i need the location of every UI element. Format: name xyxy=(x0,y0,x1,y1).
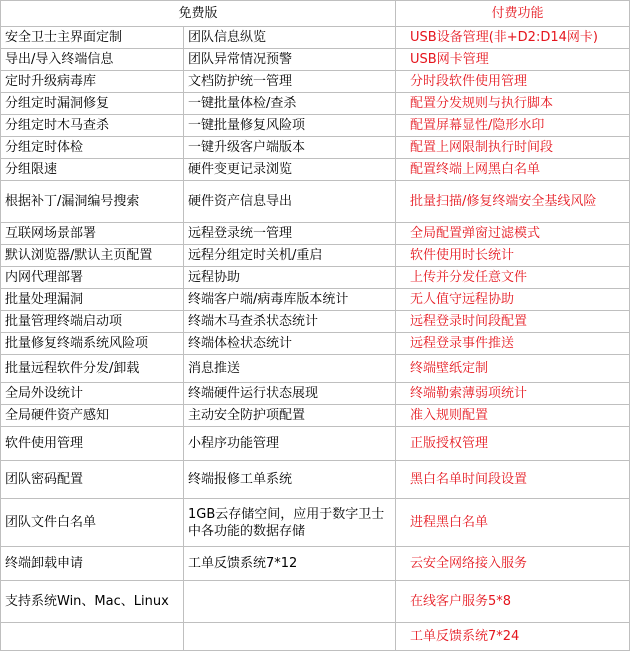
table-row xyxy=(1,267,630,289)
free-feature-cell: 团队文件白名单 xyxy=(1,499,184,547)
free-feature-cell: 全局硬件资产感知 xyxy=(1,405,184,427)
table-row xyxy=(1,427,630,461)
paid-feature-cell: 配置上网限制执行时间段 xyxy=(396,137,630,159)
paid-feature-cell: 工单反馈系统7*24 xyxy=(396,623,630,651)
table-row xyxy=(1,115,630,137)
paid-feature-cell: 配置分发规则与执行脚本 xyxy=(396,93,630,115)
free-feature-cell: 全局外设统计 xyxy=(1,383,184,405)
free-feature-cell: 软件使用管理 xyxy=(1,427,184,461)
free-feature-cell: 文档防护统一管理 xyxy=(184,71,396,93)
paid-feature-cell: 软件使用时长统计 xyxy=(396,245,630,267)
paid-feature-cell: 终端勒索薄弱项统计 xyxy=(396,383,630,405)
free-feature-cell: 一键批量体检/查杀 xyxy=(184,93,396,115)
free-feature-cell: 终端木马查杀状态统计 xyxy=(184,311,396,333)
free-feature-cell: 分组限速 xyxy=(1,159,184,181)
free-feature-cell: 远程分组定时关机/重启 xyxy=(184,245,396,267)
free-feature-cell: 团队信息纵览 xyxy=(184,27,396,49)
table-row xyxy=(1,93,630,115)
table-row xyxy=(1,581,630,623)
free-version-header: 免费版 xyxy=(1,1,396,27)
free-feature-cell: 主动安全防护项配置 xyxy=(184,405,396,427)
paid-feature-cell: 批量扫描/修复终端安全基线风险 xyxy=(396,181,630,223)
table-row xyxy=(1,289,630,311)
free-feature-cell: 远程协助 xyxy=(184,267,396,289)
table-row xyxy=(1,333,630,355)
free-feature-cell: 批量修复终端系统风险项 xyxy=(1,333,184,355)
free-feature-cell xyxy=(184,623,396,651)
table-row xyxy=(1,49,630,71)
paid-feature-cell: 配置终端上网黑白名单 xyxy=(396,159,630,181)
table-header-row xyxy=(1,1,630,27)
free-feature-cell: 一键批量修复风险项 xyxy=(184,115,396,137)
table-row xyxy=(1,27,630,49)
free-feature-cell: 终端卸载申请 xyxy=(1,547,184,581)
paid-features-header: 付费功能 xyxy=(396,1,630,27)
paid-feature-cell: 黑白名单时间段设置 xyxy=(396,461,630,499)
free-feature-cell: 内网代理部署 xyxy=(1,267,184,289)
free-feature-cell: 导出/导入终端信息 xyxy=(1,49,184,71)
free-feature-cell xyxy=(184,581,396,623)
free-feature-cell: 分组定时木马查杀 xyxy=(1,115,184,137)
paid-feature-cell: 上传并分发任意文件 xyxy=(396,267,630,289)
paid-feature-cell: USB设备管理(非+D2:D14网卡) xyxy=(396,27,630,49)
paid-feature-cell: 远程登录事件推送 xyxy=(396,333,630,355)
free-feature-cell: 工单反馈系统7*12 xyxy=(184,547,396,581)
paid-feature-cell: USB网卡管理 xyxy=(396,49,630,71)
free-feature-cell: 安全卫士主界面定制 xyxy=(1,27,184,49)
free-feature-cell: 根据补丁/漏洞编号搜索 xyxy=(1,181,184,223)
paid-feature-cell: 无人值守远程协助 xyxy=(396,289,630,311)
paid-feature-cell: 正版授权管理 xyxy=(396,427,630,461)
paid-feature-cell: 进程黑白名单 xyxy=(396,499,630,547)
table-row xyxy=(1,623,630,651)
table-row xyxy=(1,137,630,159)
free-feature-cell: 分组定时体检 xyxy=(1,137,184,159)
paid-feature-cell: 在线客户服务5*8 xyxy=(396,581,630,623)
paid-feature-cell: 云安全网络接入服务 xyxy=(396,547,630,581)
free-feature-cell xyxy=(1,623,184,651)
table-row xyxy=(1,405,630,427)
paid-feature-cell: 远程登录时间段配置 xyxy=(396,311,630,333)
free-feature-cell: 支持系统Win、Mac、Linux xyxy=(1,581,184,623)
free-feature-cell: 硬件资产信息导出 xyxy=(184,181,396,223)
free-feature-cell: 1GB云存储空间，应用于数字卫士中各功能的数据存储 xyxy=(184,499,396,547)
free-feature-cell: 消息推送 xyxy=(184,355,396,383)
table-row xyxy=(1,461,630,499)
table-row xyxy=(1,159,630,181)
free-feature-cell: 定时升级病毒库 xyxy=(1,71,184,93)
free-feature-cell: 终端体检状态统计 xyxy=(184,333,396,355)
free-feature-cell: 批量处理漏洞 xyxy=(1,289,184,311)
free-feature-cell: 小程序功能管理 xyxy=(184,427,396,461)
table-row xyxy=(1,383,630,405)
table-row xyxy=(1,71,630,93)
paid-feature-cell: 分时段软件使用管理 xyxy=(396,71,630,93)
free-feature-cell: 分组定时漏洞修复 xyxy=(1,93,184,115)
paid-feature-cell: 配置屏幕显性/隐形水印 xyxy=(396,115,630,137)
table-row xyxy=(1,181,630,223)
paid-feature-cell: 准入规则配置 xyxy=(396,405,630,427)
free-feature-cell: 默认浏览器/默认主页配置 xyxy=(1,245,184,267)
free-feature-cell: 硬件变更记录浏览 xyxy=(184,159,396,181)
free-feature-cell: 终端客户端/病毒库版本统计 xyxy=(184,289,396,311)
table-row xyxy=(1,499,630,547)
free-feature-cell: 互联网场景部署 xyxy=(1,223,184,245)
free-feature-cell: 终端报修工单系统 xyxy=(184,461,396,499)
table-row xyxy=(1,355,630,383)
free-feature-cell: 终端硬件运行状态展现 xyxy=(184,383,396,405)
free-feature-cell: 团队异常情况预警 xyxy=(184,49,396,71)
free-feature-cell: 团队密码配置 xyxy=(1,461,184,499)
free-feature-cell: 一键升级客户端版本 xyxy=(184,137,396,159)
table-row xyxy=(1,311,630,333)
table-row xyxy=(1,547,630,581)
table-row xyxy=(1,245,630,267)
paid-feature-cell: 全局配置弹窗过滤模式 xyxy=(396,223,630,245)
free-feature-cell: 批量远程软件分发/卸载 xyxy=(1,355,184,383)
paid-feature-cell: 终端壁纸定制 xyxy=(396,355,630,383)
free-feature-cell: 批量管理终端启动项 xyxy=(1,311,184,333)
table-row xyxy=(1,223,630,245)
free-feature-cell: 远程登录统一管理 xyxy=(184,223,396,245)
